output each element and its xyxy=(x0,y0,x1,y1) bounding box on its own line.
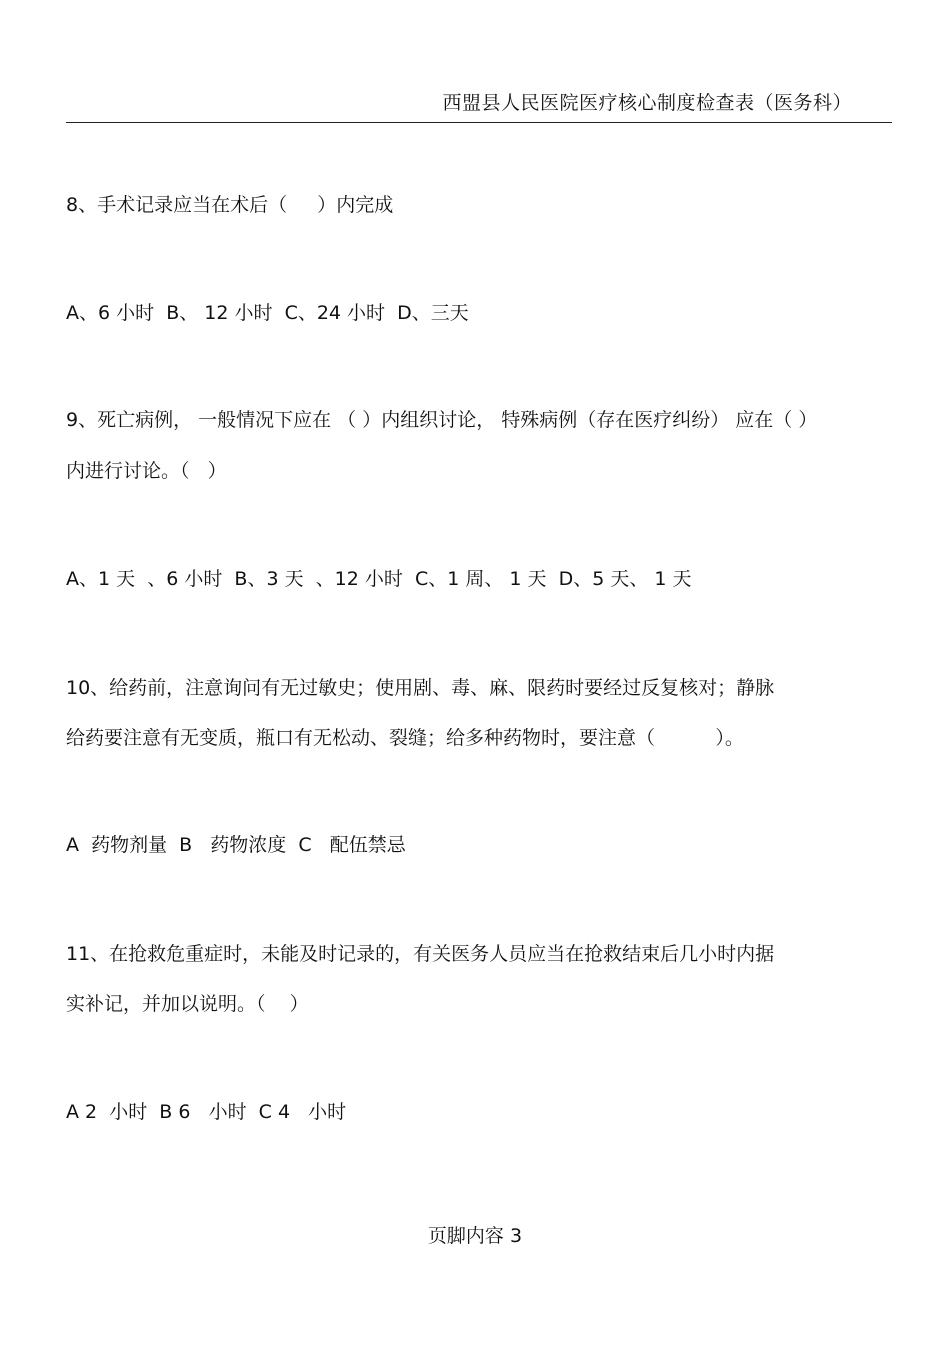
page-header xyxy=(66,88,892,123)
question-10-stem-line-2: 给药要注意有无变质，瓶口有无松动、裂缝；给多种药物时，要注意（ ）。 xyxy=(66,727,744,749)
question-8-options: A、6 小时 B、 12 小时 C、24 小时 D、三天 xyxy=(66,302,469,324)
question-9-options: A、1 天 、6 小时 B、3 天 、12 小时 C、1 周、 1 天 D、5 天、 1 天 xyxy=(66,568,692,590)
question-10-stem-line-1: 10、给药前，注意询问有无过敏史；使用剧、毒、麻、限药时要经过反复核对；静脉 xyxy=(66,677,775,699)
question-11-options: A 2 小时 B 6 小时 C 4 小时 xyxy=(66,1101,347,1123)
question-9-stem-line-1: 9、死亡病例， 一般情况下应在 （ ）内组织讨论， 特殊病例（存在医疗纠纷） 应在（ ） xyxy=(66,409,818,431)
question-11-stem-line-1: 11、在抢救危重症时，未能及时记录的，有关医务人员应当在抢救结束后几小时内据 xyxy=(66,943,775,965)
question-8-stem: 8、手术记录应当在术后（ ）内完成 xyxy=(66,194,394,216)
question-11-stem-line-2: 实补记，并加以说明。（ ） xyxy=(66,993,309,1015)
question-10-options: A 药物剂量 B 药物浓度 C 配伍禁忌 xyxy=(66,834,406,856)
header-title: 西盟县人民医院医疗核心制度检查表（医务科） xyxy=(442,92,852,114)
page-footer: 页脚内容 3 xyxy=(427,1225,523,1247)
question-9-stem-line-2: 内进行讨论。（ ） xyxy=(66,460,227,482)
